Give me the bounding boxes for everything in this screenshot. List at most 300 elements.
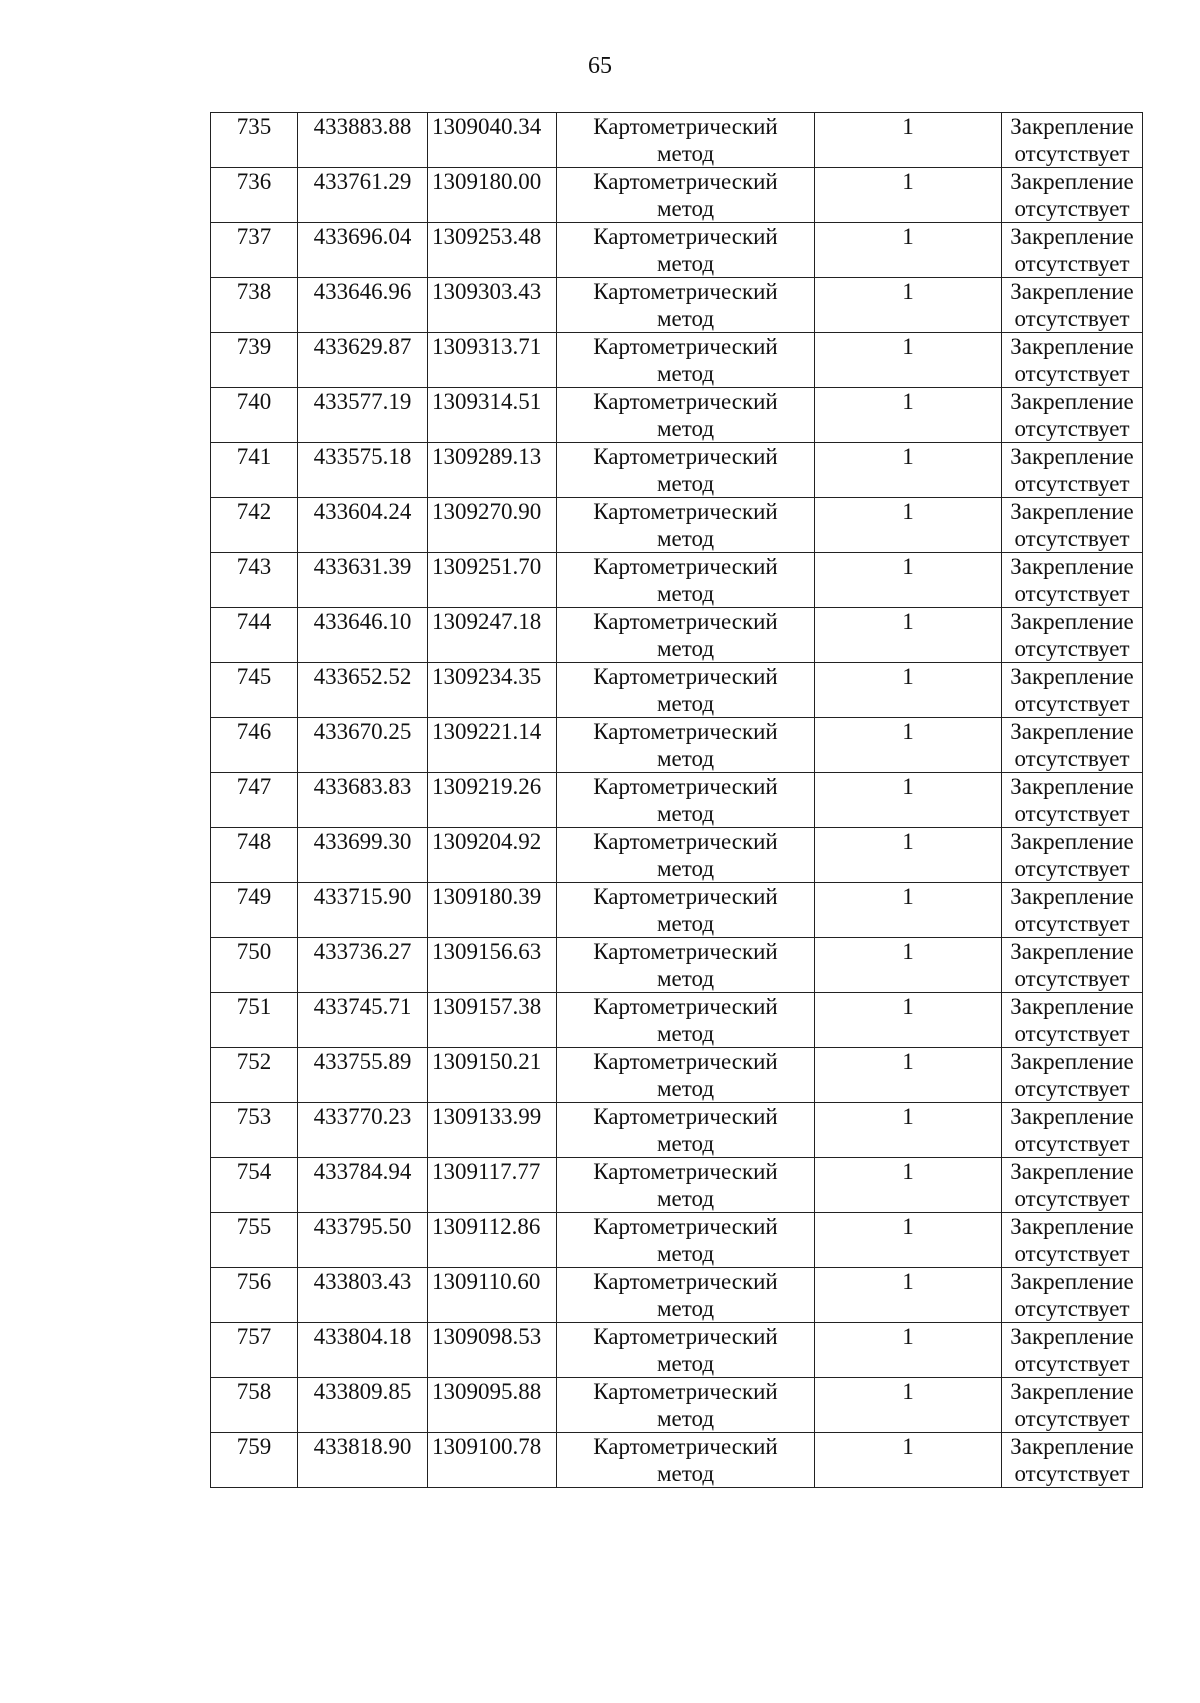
- table-row: [211, 553, 1143, 608]
- fixing-cell: [1002, 1048, 1143, 1103]
- table-row: [211, 718, 1143, 773]
- point-number-cell: [211, 883, 298, 938]
- method-cell-text: Картометрический: [593, 114, 778, 139]
- method-cell-text: метод: [656, 471, 715, 496]
- accuracy-cell-text: 1: [902, 389, 914, 414]
- method-cell-text: Картометрический: [593, 389, 778, 414]
- accuracy-cell: [815, 1213, 1002, 1268]
- point-number-cell: [211, 1103, 298, 1158]
- method-cell-text: метод: [656, 526, 715, 551]
- x-coordinate-cell: [298, 1048, 428, 1103]
- method-cell-text: метод: [656, 1461, 715, 1486]
- y-coordinate-cell: [428, 993, 557, 1048]
- fixing-cell-text: отсутствует: [1014, 1076, 1130, 1101]
- fixing-cell: [1002, 443, 1143, 498]
- method-cell: [557, 1158, 815, 1213]
- fixing-cell-text: отсутствует: [1014, 361, 1130, 386]
- point-number-cell: [211, 1268, 298, 1323]
- method-cell: [557, 993, 815, 1048]
- y-coordinate-cell: [428, 223, 557, 278]
- method-cell-text: метод: [656, 1241, 715, 1266]
- x-coordinate-cell: [298, 938, 428, 993]
- accuracy-cell-text: 1: [902, 444, 914, 469]
- x-coordinate-cell: [298, 388, 428, 443]
- y-coordinate-cell-text: 1309095.88: [432, 1379, 542, 1404]
- fixing-cell-text: Закрепление: [1010, 444, 1134, 469]
- fixing-cell: [1002, 608, 1143, 663]
- accuracy-cell-text: 1: [902, 774, 914, 799]
- table-row: [211, 1048, 1143, 1103]
- method-cell-text: Картометрический: [593, 279, 778, 304]
- accuracy-cell: [815, 938, 1002, 993]
- fixing-cell-text: Закрепление: [1010, 609, 1134, 634]
- x-coordinate-cell-text: 433804.18: [313, 1324, 412, 1349]
- x-coordinate-cell: [298, 553, 428, 608]
- fixing-cell-text: Закрепление: [1010, 664, 1134, 689]
- point-number-cell: [211, 333, 298, 388]
- method-cell-text: метод: [656, 1186, 715, 1211]
- accuracy-cell: [815, 1048, 1002, 1103]
- table-row: [211, 1158, 1143, 1213]
- fixing-cell: [1002, 1213, 1143, 1268]
- method-cell: [557, 938, 815, 993]
- x-coordinate-cell: [298, 1378, 428, 1433]
- y-coordinate-cell-text: 1309303.43: [432, 279, 542, 304]
- y-coordinate-cell: [428, 1158, 557, 1213]
- x-coordinate-cell-text: 433809.85: [313, 1379, 412, 1404]
- method-cell-text: Картометрический: [593, 444, 778, 469]
- accuracy-cell-text: 1: [902, 719, 914, 744]
- accuracy-cell-text: 1: [902, 114, 914, 139]
- x-coordinate-cell-text: 433803.43: [313, 1269, 412, 1294]
- fixing-cell: [1002, 278, 1143, 333]
- fixing-cell-text: Закрепление: [1010, 884, 1134, 909]
- x-coordinate-cell-text: 433646.10: [313, 609, 412, 634]
- method-cell-text: Картометрический: [593, 1434, 778, 1459]
- point-number-cell: [211, 938, 298, 993]
- point-number-cell-text: 758: [236, 1379, 272, 1404]
- accuracy-cell-text: 1: [902, 554, 914, 579]
- method-cell-text: Картометрический: [593, 1269, 778, 1294]
- fixing-cell-text: Закрепление: [1010, 1269, 1134, 1294]
- x-coordinate-cell-text: 433745.71: [313, 994, 412, 1019]
- x-coordinate-cell: [298, 1323, 428, 1378]
- point-number-cell-text: 749: [236, 884, 272, 909]
- fixing-cell: [1002, 388, 1143, 443]
- fixing-cell: [1002, 223, 1143, 278]
- fixing-cell-text: отсутствует: [1014, 416, 1130, 441]
- method-cell-text: Картометрический: [593, 224, 778, 249]
- point-number-cell-text: 741: [236, 444, 272, 469]
- coordinates-table: [210, 112, 1143, 1488]
- table-row: [211, 883, 1143, 938]
- fixing-cell-text: Закрепление: [1010, 1049, 1134, 1074]
- method-cell-text: Картометрический: [593, 1049, 778, 1074]
- fixing-cell-text: отсутствует: [1014, 746, 1130, 771]
- point-number-cell-text: 750: [236, 939, 272, 964]
- method-cell: [557, 333, 815, 388]
- fixing-cell: [1002, 773, 1143, 828]
- x-coordinate-cell: [298, 1103, 428, 1158]
- accuracy-cell: [815, 113, 1002, 168]
- accuracy-cell: [815, 443, 1002, 498]
- method-cell-text: Картометрический: [593, 334, 778, 359]
- accuracy-cell-text: 1: [902, 224, 914, 249]
- x-coordinate-cell-text: 433575.18: [313, 444, 412, 469]
- y-coordinate-cell-text: 1309157.38: [432, 994, 542, 1019]
- point-number-cell-text: 742: [236, 499, 272, 524]
- fixing-cell-text: Закрепление: [1010, 1159, 1134, 1184]
- method-cell-text: метод: [656, 911, 715, 936]
- method-cell: [557, 498, 815, 553]
- method-cell: [557, 773, 815, 828]
- y-coordinate-cell: [428, 828, 557, 883]
- y-coordinate-cell: [428, 773, 557, 828]
- method-cell-text: метод: [656, 636, 715, 661]
- x-coordinate-cell: [298, 168, 428, 223]
- y-coordinate-cell-text: 1309133.99: [432, 1104, 542, 1129]
- table-row: [211, 333, 1143, 388]
- x-coordinate-cell: [298, 828, 428, 883]
- table-row: [211, 663, 1143, 718]
- y-coordinate-cell: [428, 1048, 557, 1103]
- accuracy-cell: [815, 223, 1002, 278]
- point-number-cell: [211, 278, 298, 333]
- method-cell-text: Картометрический: [593, 1104, 778, 1129]
- fixing-cell-text: Закрепление: [1010, 169, 1134, 194]
- accuracy-cell-text: 1: [902, 169, 914, 194]
- accuracy-cell-text: 1: [902, 279, 914, 304]
- fixing-cell: [1002, 1158, 1143, 1213]
- method-cell: [557, 663, 815, 718]
- fixing-cell: [1002, 993, 1143, 1048]
- x-coordinate-cell: [298, 1158, 428, 1213]
- accuracy-cell-text: 1: [902, 1049, 914, 1074]
- method-cell-text: метод: [656, 141, 715, 166]
- accuracy-cell-text: 1: [902, 1434, 914, 1459]
- point-number-cell: [211, 1378, 298, 1433]
- y-coordinate-cell: [428, 608, 557, 663]
- point-number-cell-text: 737: [236, 224, 272, 249]
- table-row: [211, 1103, 1143, 1158]
- point-number-cell-text: 757: [236, 1324, 272, 1349]
- method-cell-text: метод: [656, 1296, 715, 1321]
- fixing-cell-text: Закрепление: [1010, 1434, 1134, 1459]
- accuracy-cell-text: 1: [902, 664, 914, 689]
- method-cell: [557, 1378, 815, 1433]
- x-coordinate-cell: [298, 113, 428, 168]
- point-number-cell: [211, 388, 298, 443]
- x-coordinate-cell-text: 433646.96: [313, 279, 412, 304]
- y-coordinate-cell: [428, 663, 557, 718]
- y-coordinate-cell: [428, 498, 557, 553]
- method-cell: [557, 1048, 815, 1103]
- table-row: [211, 1213, 1143, 1268]
- y-coordinate-cell: [428, 1268, 557, 1323]
- accuracy-cell: [815, 663, 1002, 718]
- method-cell-text: метод: [656, 251, 715, 276]
- accuracy-cell-text: 1: [902, 884, 914, 909]
- point-number-cell: [211, 663, 298, 718]
- accuracy-cell-text: 1: [902, 1324, 914, 1349]
- fixing-cell: [1002, 333, 1143, 388]
- y-coordinate-cell-text: 1309180.00: [432, 169, 542, 194]
- fixing-cell-text: отсутствует: [1014, 691, 1130, 716]
- fixing-cell-text: отсутствует: [1014, 471, 1130, 496]
- fixing-cell-text: Закрепление: [1010, 114, 1134, 139]
- method-cell: [557, 718, 815, 773]
- point-number-cell-text: 745: [236, 664, 272, 689]
- method-cell-text: метод: [656, 306, 715, 331]
- method-cell-text: Картометрический: [593, 829, 778, 854]
- fixing-cell-text: отсутствует: [1014, 1241, 1130, 1266]
- point-number-cell-text: 759: [236, 1434, 272, 1459]
- point-number-cell: [211, 168, 298, 223]
- fixing-cell: [1002, 553, 1143, 608]
- y-coordinate-cell-text: 1309251.70: [432, 554, 542, 579]
- x-coordinate-cell-text: 433631.39: [313, 554, 412, 579]
- method-cell: [557, 1323, 815, 1378]
- x-coordinate-cell-text: 433670.25: [313, 719, 412, 744]
- page-number: 65: [588, 53, 612, 79]
- x-coordinate-cell: [298, 608, 428, 663]
- accuracy-cell: [815, 553, 1002, 608]
- fixing-cell-text: отсутствует: [1014, 1296, 1130, 1321]
- y-coordinate-cell-text: 1309313.71: [432, 334, 542, 359]
- accuracy-cell: [815, 1268, 1002, 1323]
- method-cell-text: метод: [656, 1406, 715, 1431]
- table-row: [211, 443, 1143, 498]
- method-cell-text: метод: [656, 856, 715, 881]
- fixing-cell-text: Закрепление: [1010, 1214, 1134, 1239]
- method-cell: [557, 278, 815, 333]
- fixing-cell: [1002, 1268, 1143, 1323]
- table-row: [211, 938, 1143, 993]
- x-coordinate-cell: [298, 498, 428, 553]
- x-coordinate-cell: [298, 223, 428, 278]
- accuracy-cell-text: 1: [902, 499, 914, 524]
- accuracy-cell-text: 1: [902, 1104, 914, 1129]
- x-coordinate-cell: [298, 278, 428, 333]
- y-coordinate-cell: [428, 443, 557, 498]
- table-row: [211, 498, 1143, 553]
- table-row: [211, 773, 1143, 828]
- accuracy-cell: [815, 333, 1002, 388]
- y-coordinate-cell-text: 1309110.60: [432, 1269, 541, 1294]
- x-coordinate-cell-text: 433696.04: [313, 224, 412, 249]
- accuracy-cell-text: 1: [902, 1379, 914, 1404]
- fixing-cell-text: Закрепление: [1010, 279, 1134, 304]
- x-coordinate-cell-text: 433755.89: [313, 1049, 412, 1074]
- accuracy-cell-text: 1: [902, 1159, 914, 1184]
- y-coordinate-cell: [428, 1433, 557, 1488]
- y-coordinate-cell: [428, 1378, 557, 1433]
- table-body: [211, 113, 1143, 1488]
- fixing-cell: [1002, 828, 1143, 883]
- method-cell-text: Картометрический: [593, 1159, 778, 1184]
- method-cell-text: Картометрический: [593, 939, 778, 964]
- table-row: [211, 1378, 1143, 1433]
- y-coordinate-cell: [428, 333, 557, 388]
- method-cell-text: Картометрический: [593, 719, 778, 744]
- fixing-cell: [1002, 168, 1143, 223]
- point-number-cell-text: 751: [236, 994, 272, 1019]
- method-cell-text: метод: [656, 361, 715, 386]
- method-cell-text: метод: [656, 196, 715, 221]
- method-cell-text: Картометрический: [593, 1214, 778, 1239]
- x-coordinate-cell-text: 433699.30: [313, 829, 412, 854]
- method-cell-text: Картометрический: [593, 609, 778, 634]
- fixing-cell-text: Закрепление: [1010, 554, 1134, 579]
- y-coordinate-cell: [428, 388, 557, 443]
- fixing-cell: [1002, 1433, 1143, 1488]
- method-cell: [557, 1433, 815, 1488]
- table-row: [211, 608, 1143, 663]
- method-cell-text: Картометрический: [593, 1324, 778, 1349]
- point-number-cell: [211, 718, 298, 773]
- accuracy-cell: [815, 1378, 1002, 1433]
- y-coordinate-cell: [428, 168, 557, 223]
- x-coordinate-cell: [298, 1213, 428, 1268]
- x-coordinate-cell-text: 433577.19: [313, 389, 412, 414]
- fixing-cell-text: Закрепление: [1010, 774, 1134, 799]
- fixing-cell: [1002, 1103, 1143, 1158]
- y-coordinate-cell-text: 1309100.78: [432, 1434, 542, 1459]
- method-cell-text: метод: [656, 581, 715, 606]
- y-coordinate-cell-text: 1309247.18: [432, 609, 542, 634]
- table-row: [211, 113, 1143, 168]
- accuracy-cell-text: 1: [902, 829, 914, 854]
- fixing-cell: [1002, 718, 1143, 773]
- y-coordinate-cell-text: 1309156.63: [432, 939, 542, 964]
- accuracy-cell-text: 1: [902, 1269, 914, 1294]
- point-number-cell-text: 744: [236, 609, 272, 634]
- y-coordinate-cell-text: 1309180.39: [432, 884, 542, 909]
- y-coordinate-cell-text: 1309270.90: [432, 499, 542, 524]
- method-cell: [557, 113, 815, 168]
- point-number-cell: [211, 553, 298, 608]
- method-cell: [557, 1213, 815, 1268]
- method-cell-text: метод: [656, 1021, 715, 1046]
- table-row: [211, 278, 1143, 333]
- point-number-cell: [211, 993, 298, 1048]
- method-cell-text: метод: [656, 1351, 715, 1376]
- fixing-cell-text: отсутствует: [1014, 1131, 1130, 1156]
- fixing-cell-text: отсутствует: [1014, 1351, 1130, 1376]
- method-cell-text: метод: [656, 1076, 715, 1101]
- point-number-cell: [211, 443, 298, 498]
- method-cell-text: метод: [656, 691, 715, 716]
- accuracy-cell: [815, 828, 1002, 883]
- y-coordinate-cell: [428, 553, 557, 608]
- method-cell: [557, 883, 815, 938]
- method-cell-text: Картометрический: [593, 664, 778, 689]
- table-row: [211, 1323, 1143, 1378]
- point-number-cell: [211, 223, 298, 278]
- fixing-cell-text: Закрепление: [1010, 389, 1134, 414]
- accuracy-cell: [815, 278, 1002, 333]
- y-coordinate-cell-text: 1309253.48: [432, 224, 542, 249]
- point-number-cell-text: 748: [236, 829, 272, 854]
- method-cell-text: Картометрический: [593, 499, 778, 524]
- method-cell: [557, 443, 815, 498]
- x-coordinate-cell: [298, 773, 428, 828]
- method-cell-text: Картометрический: [593, 884, 778, 909]
- accuracy-cell: [815, 1103, 1002, 1158]
- y-coordinate-cell: [428, 938, 557, 993]
- fixing-cell-text: отсутствует: [1014, 801, 1130, 826]
- point-number-cell-text: 752: [236, 1049, 272, 1074]
- point-number-cell-text: 746: [236, 719, 272, 744]
- accuracy-cell-text: 1: [902, 609, 914, 634]
- method-cell-text: Картометрический: [593, 994, 778, 1019]
- fixing-cell-text: отсутствует: [1014, 1461, 1130, 1486]
- fixing-cell-text: отсутствует: [1014, 636, 1130, 661]
- x-coordinate-cell: [298, 1268, 428, 1323]
- fixing-cell: [1002, 663, 1143, 718]
- accuracy-cell-text: 1: [902, 994, 914, 1019]
- fixing-cell-text: отсутствует: [1014, 251, 1130, 276]
- method-cell-text: Картометрический: [593, 554, 778, 579]
- point-number-cell: [211, 773, 298, 828]
- point-number-cell-text: 740: [236, 389, 272, 414]
- accuracy-cell: [815, 168, 1002, 223]
- table-row: [211, 168, 1143, 223]
- x-coordinate-cell-text: 433629.87: [313, 334, 412, 359]
- point-number-cell: [211, 1433, 298, 1488]
- x-coordinate-cell: [298, 718, 428, 773]
- method-cell: [557, 608, 815, 663]
- method-cell-text: метод: [656, 746, 715, 771]
- y-coordinate-cell: [428, 113, 557, 168]
- fixing-cell-text: Закрепление: [1010, 1104, 1134, 1129]
- fixing-cell-text: отсутствует: [1014, 141, 1130, 166]
- method-cell-text: метод: [656, 416, 715, 441]
- y-coordinate-cell-text: 1309112.86: [432, 1214, 541, 1239]
- accuracy-cell: [815, 608, 1002, 663]
- accuracy-cell: [815, 773, 1002, 828]
- table-row: [211, 223, 1143, 278]
- y-coordinate-cell-text: 1309234.35: [432, 664, 542, 689]
- fixing-cell-text: отсутствует: [1014, 526, 1130, 551]
- y-coordinate-cell: [428, 718, 557, 773]
- y-coordinate-cell-text: 1309314.51: [432, 389, 542, 414]
- method-cell-text: метод: [656, 966, 715, 991]
- fixing-cell-text: отсутствует: [1014, 1021, 1130, 1046]
- point-number-cell-text: 743: [236, 554, 272, 579]
- fixing-cell: [1002, 1323, 1143, 1378]
- fixing-cell: [1002, 113, 1143, 168]
- y-coordinate-cell: [428, 278, 557, 333]
- table-row: [211, 993, 1143, 1048]
- accuracy-cell-text: 1: [902, 334, 914, 359]
- x-coordinate-cell-text: 433761.29: [313, 169, 412, 194]
- fixing-cell-text: отсутствует: [1014, 1406, 1130, 1431]
- point-number-cell-text: 756: [236, 1269, 272, 1294]
- x-coordinate-cell-text: 433683.83: [313, 774, 412, 799]
- accuracy-cell: [815, 1323, 1002, 1378]
- method-cell: [557, 1103, 815, 1158]
- accuracy-cell: [815, 388, 1002, 443]
- method-cell-text: Картометрический: [593, 774, 778, 799]
- accuracy-cell: [815, 718, 1002, 773]
- point-number-cell-text: 755: [236, 1214, 272, 1239]
- method-cell: [557, 223, 815, 278]
- x-coordinate-cell-text: 433715.90: [313, 884, 412, 909]
- y-coordinate-cell: [428, 1323, 557, 1378]
- fixing-cell-text: Закрепление: [1010, 334, 1134, 359]
- y-coordinate-cell-text: 1309204.92: [432, 829, 542, 854]
